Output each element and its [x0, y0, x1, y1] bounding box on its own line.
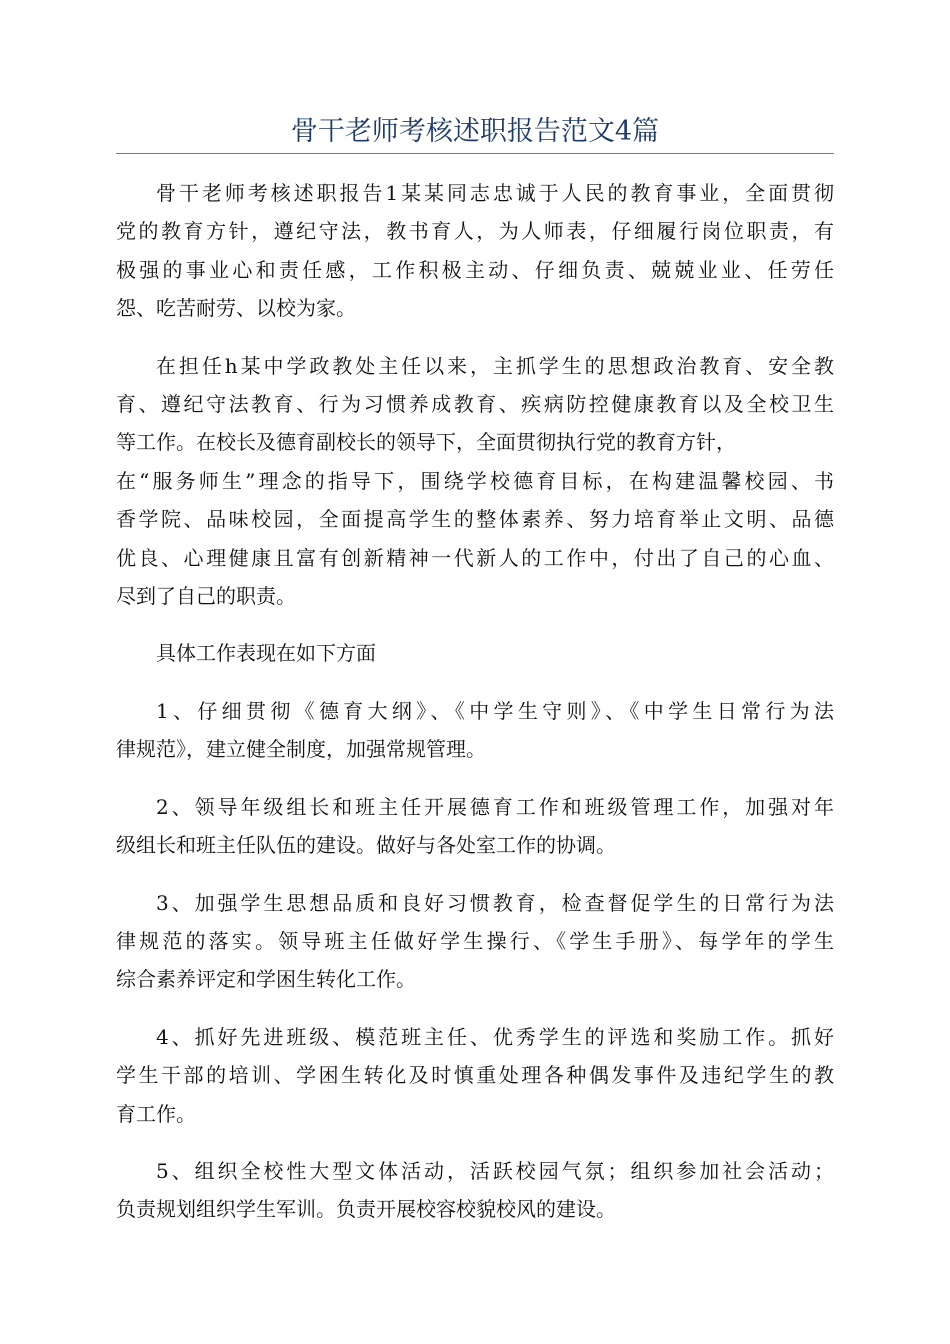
text-line: 极强的事业心和责任感，工作积极主动、仔细负责、兢兢业业、任劳任 [116, 257, 834, 282]
text-line: 党的教育方针，遵纪守法，教书育人，为人师表，仔细履行岗位职责，有 [116, 219, 834, 244]
text-line: 育、遵纪守法教育、行为习惯养成教育、疾病防控健康教育以及全校卫生 [116, 392, 834, 417]
title-underline [116, 153, 834, 154]
paragraph [116, 1152, 834, 1229]
paragraph [116, 1018, 834, 1133]
paragraph [116, 347, 834, 616]
paragraph [116, 174, 834, 328]
text-line: 在担任h某中学政教处主任以来，主抓学生的思想政治教育、安全教 [156, 353, 834, 378]
paragraph [116, 692, 834, 769]
text-line: 怨、吃苦耐劳、以校为家。 [116, 296, 356, 321]
text-line: 律规范的落实。领导班主任做好学生操行、《学生手册》、每学年的学生 [116, 928, 834, 953]
text-line: 3、加强学生思想品质和良好习惯教育，检查督促学生的日常行为法 [156, 890, 834, 915]
document-body [116, 174, 834, 1248]
document-title: 骨干老师考核述职报告范文4篇 [290, 116, 660, 147]
text-line: 具体工作表现在如下方面 [156, 641, 376, 666]
text-line: 综合素养评定和学困生转化工作。 [116, 967, 416, 992]
paragraph [116, 788, 834, 865]
text-line: 香学院、品味校园，全面提高学生的整体素养、努力培育举止文明、品德 [116, 507, 834, 532]
text-line: 等工作。在校长及德育副校长的领导下，全面贯彻执行党的教育方针， [116, 430, 736, 455]
text-line: 学生干部的培训、学困生转化及时慎重处理各种偶发事件及违纪学生的教 [116, 1063, 834, 1088]
text-line: 2、领导年级组长和班主任开展德育工作和班级管理工作，加强对年 [156, 794, 834, 819]
text-line: 4、抓好先进班级、模范班主任、优秀学生的评选和奖励工作。抓好 [156, 1024, 834, 1049]
paragraph [116, 634, 834, 672]
text-line: 优良、心理健康且富有创新精神一代新人的工作中，付出了自己的心血、 [116, 545, 834, 570]
text-line: 律规范》，建立健全制度，加强常规管理。 [116, 737, 486, 762]
text-line: 在“服务师生”理念的指导下，围绕学校德育目标，在构建温馨校园、书 [116, 468, 834, 493]
text-line: 育工作。 [116, 1101, 196, 1126]
text-line: 骨干老师考核述职报告1某某同志忠诚于人民的教育事业，全面贯彻 [156, 181, 834, 205]
text-line: 负责规划组织学生军训。负责开展校容校貌校风的建设。 [116, 1197, 616, 1222]
text-line: 5、组织全校性大型文体活动，活跃校园气氛；组织参加社会活动； [156, 1158, 834, 1183]
text-line: 级组长和班主任队伍的建设。做好与各处室工作的协调。 [116, 833, 616, 858]
paragraph [116, 884, 834, 999]
text-line: 1、仔细贯彻《德育大纲》、《中学生守则》、《中学生日常行为法 [156, 698, 834, 723]
text-line: 尽到了自己的职责。 [116, 584, 296, 609]
